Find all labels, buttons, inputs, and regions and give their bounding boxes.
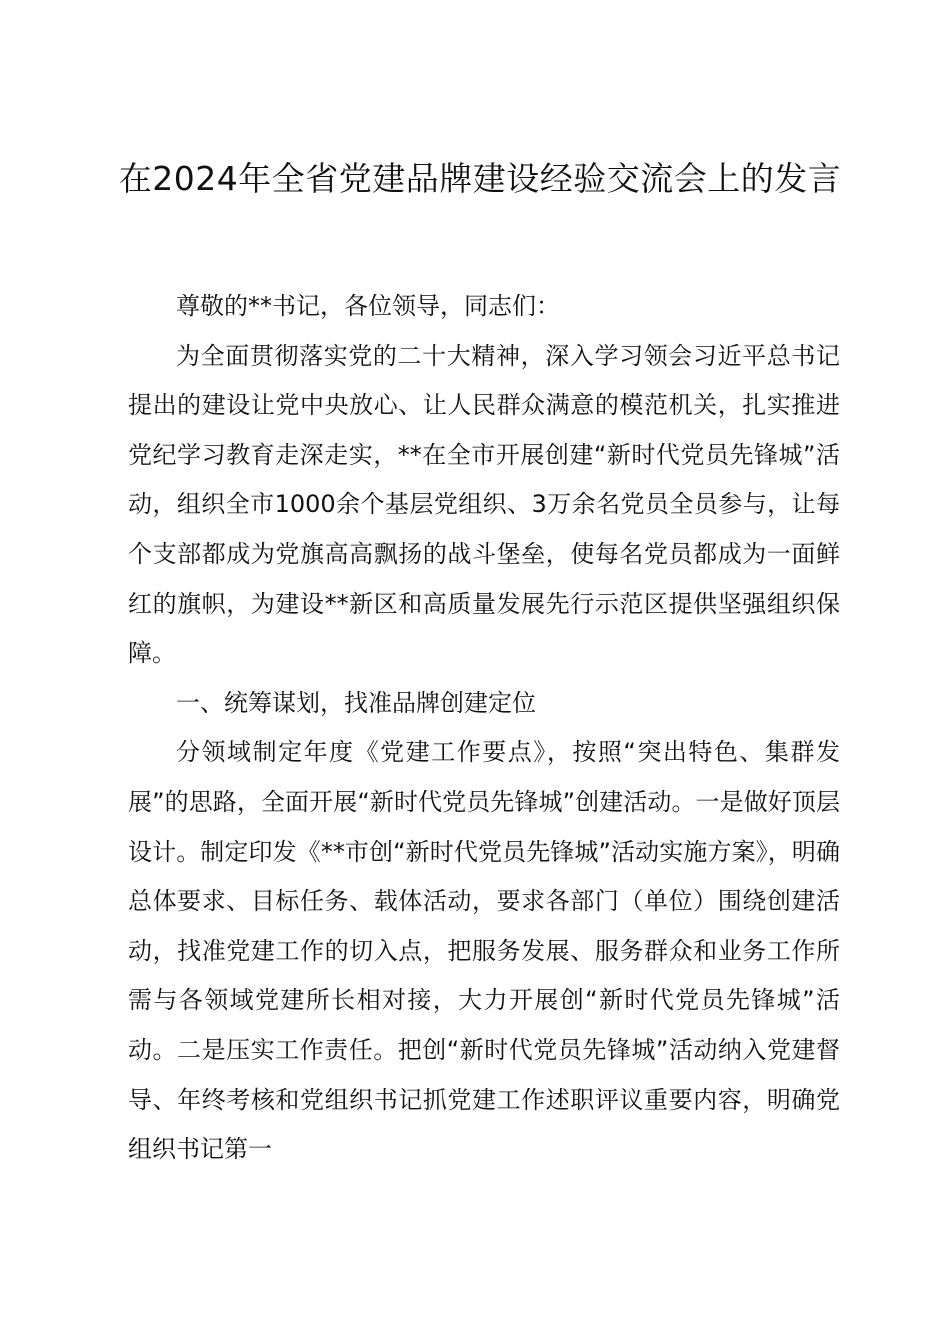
intro-paragraph: 为全面贯彻落实党的二十大精神，深入学习领会习近平总书记提出的建设让党中央放心、让人民群众满意的模范机关，扎实推进党纪学习教育走深走实，**在全市开展创建“新时代党员先锋城”活动，组织全市1000余个基层党组织、3万余名党员全员参与，让每个支部都成为党旗高高飘扬的战斗堡垒，使每名党员都成为一面鲜红的旗帜，为建设**新区和高质量发展先行示范区提供坚强组织保障。: [128, 341, 840, 668]
document-title: 在2024年全省党建品牌建设经验交流会上的发言: [118, 159, 842, 198]
salutation: 尊敬的**书记，各位领导，同志们：: [176, 292, 560, 320]
section-paragraph: 分领域制定年度《党建工作要点》，按照“突出特色、集群发展”的思路，全面开展“新时代党员先锋城”创建活动。一是做好顶层设计。制定印发《**市创“新时代党员先锋城”活动实施方案》，明确总体要求、目标任务、载体活动，要求各部门（单位）围绕创建活动，找准党建工作的切入点，把服务发展、服务群众和业务工作所需与各领域党建所长相对接，大力开展创“新时代党员先锋城”活动。二是压实工作责任。把创“新时代党员先锋城”活动纳入党建督导、年终考核和党组织书记抓党建工作述职评议重要内容，明确党组织书记第一: [128, 738, 840, 1164]
document-body: [128, 282, 840, 1175]
section-heading: 一、统筹谋划，找准品牌创建定位: [176, 688, 536, 717]
